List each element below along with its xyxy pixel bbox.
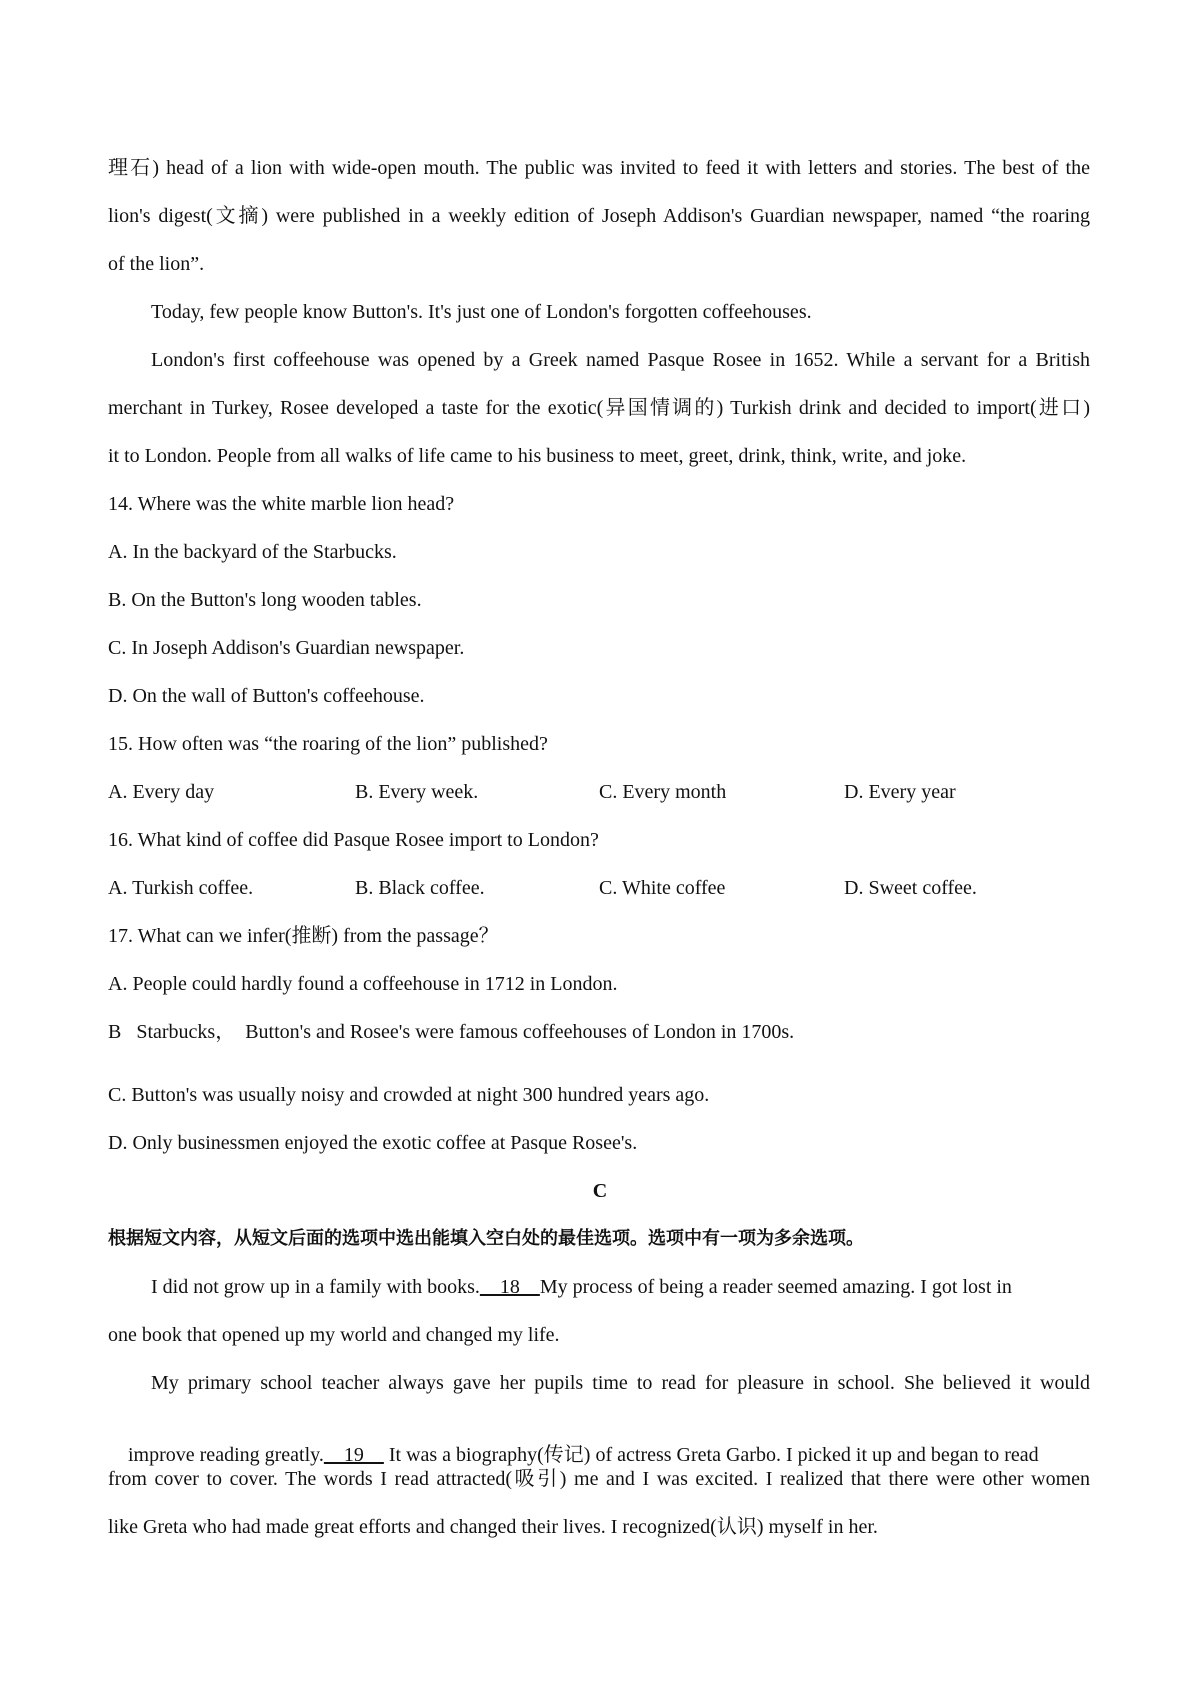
paragraph-line: like Greta who had made great efforts and changed their lives. I recognized(认识) myself in her. bbox=[108, 1516, 878, 1538]
option-c: C. In Joseph Addison's Guardian newspaper. bbox=[108, 637, 465, 659]
option-d: D. Every year bbox=[844, 781, 956, 803]
blank-19: 19 bbox=[323, 1444, 384, 1466]
instruction: 根据短文内容，从短文后面的选项中选出能填入空白处的最佳选项。选项中有一项为多余选项。 bbox=[108, 1228, 864, 1249]
option-c: C. Button's was usually noisy and crowded at night 300 hundred years ago. bbox=[108, 1084, 710, 1106]
option-a: A. Every day bbox=[108, 781, 215, 803]
text: My process of being a reader seemed amazing. I got lost in bbox=[539, 1276, 1012, 1298]
paragraph-line: Today, few people know Button's. It's just one of London's forgotten coffeehouses. bbox=[151, 301, 812, 323]
question-stem: 16. What kind of coffee did Pasque Rosee import to London? bbox=[108, 829, 599, 851]
option-c: C. Every month bbox=[599, 781, 727, 803]
paragraph-line bbox=[151, 1275, 1012, 1299]
option-d: D. Only businessmen enjoyed the exotic coffee at Pasque Rosee's. bbox=[108, 1132, 638, 1154]
option-b: B. On the Button's long wooden tables. bbox=[108, 589, 422, 611]
option-b: B Starbucks， Button's and Rosee's were famous coffeehouses of London in 1700s. bbox=[108, 1021, 795, 1043]
section-heading: C bbox=[592, 1180, 608, 1202]
paragraph-line: lion's digest(文摘) were published in a weekly edition of Joseph Addison's Guardian newspaper, named “the roaring bbox=[108, 205, 1090, 227]
paragraph-line: from cover to cover. The words I read attracted(吸引) me and I was excited. I realized that there were other women bbox=[108, 1468, 1090, 1490]
option-a: A. People could hardly found a coffeehouse in 1712 in London. bbox=[108, 973, 618, 995]
paragraph-line: 理石) head of a lion with wide-open mouth. The public was invited to feed it with letters and stories. The best of the bbox=[108, 157, 1090, 179]
option-d: D. Sweet coffee. bbox=[844, 877, 977, 899]
question-stem: 15. How often was “the roaring of the lion” published? bbox=[108, 733, 548, 755]
paragraph-line: it to London. People from all walks of life came to his business to meet, greet, drink, think, write, and joke. bbox=[108, 445, 967, 467]
question-stem: 14. Where was the white marble lion head? bbox=[108, 493, 455, 515]
option-a: A. In the backyard of the Starbucks. bbox=[108, 541, 397, 563]
paragraph-line: My primary school teacher always gave her pupils time to read for pleasure in school. She believed it would bbox=[151, 1372, 1090, 1394]
text: improve reading greatly. bbox=[128, 1444, 324, 1466]
paragraph-line: one book that opened up my world and changed my life. bbox=[108, 1324, 560, 1346]
option-a: A. Turkish coffee. bbox=[108, 877, 254, 899]
paragraph-line: merchant in Turkey, Rosee developed a taste for the exotic(异国情调的) Turkish drink and decided to import(进口) bbox=[108, 397, 1090, 419]
text: I did not grow up in a family with books. bbox=[151, 1276, 480, 1298]
paragraph-line: of the lion”. bbox=[108, 253, 205, 275]
question-stem: 17. What can we infer(推断) from the passage？ bbox=[108, 925, 499, 947]
blank-18: 18 bbox=[479, 1276, 540, 1298]
paragraph-line: London's first coffeehouse was opened by a Greek named Pasque Rosee in 1652. While a servant for a British bbox=[151, 349, 1090, 371]
option-d: D. On the wall of Button's coffeehouse. bbox=[108, 685, 425, 707]
option-c: C. White coffee bbox=[599, 877, 726, 899]
option-b: B. Every week. bbox=[355, 781, 479, 803]
option-b: B. Black coffee. bbox=[355, 877, 485, 899]
text: It was a biography(传记) of actress Greta Garbo. I picked it up and began to read bbox=[383, 1444, 1039, 1466]
